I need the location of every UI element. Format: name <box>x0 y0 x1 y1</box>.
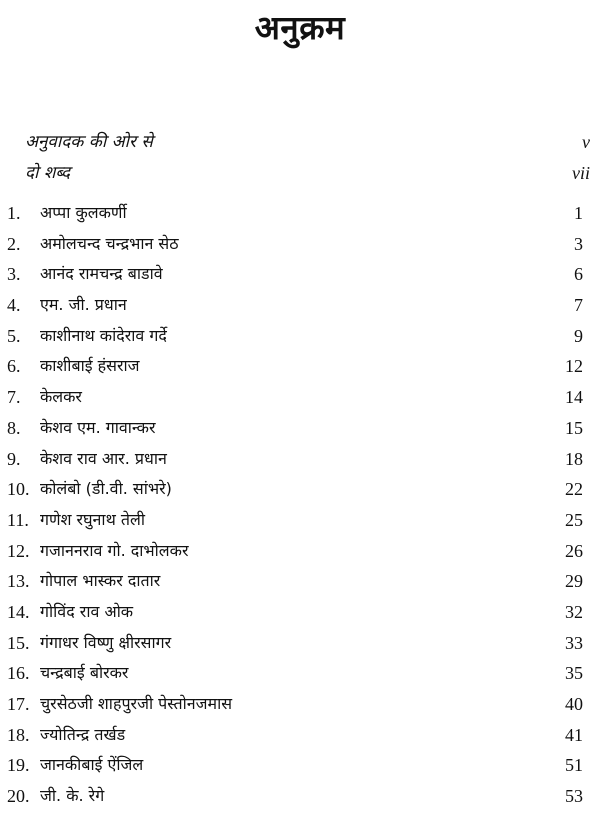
toc-entry-page: 41 <box>565 724 583 745</box>
toc-entry-page: 14 <box>565 387 583 408</box>
toc-entry-page: 12 <box>565 356 583 377</box>
toc-entry-page: 26 <box>565 540 583 561</box>
toc-entry-title: गोविंद राव ओक <box>40 601 134 621</box>
toc-entry-title: चन्द्रबाई बोरकर <box>40 663 129 683</box>
toc-entry-page: 29 <box>565 571 583 592</box>
toc-entry-title: गजाननराव गो. दाभोलकर <box>40 540 189 560</box>
toc-entry <box>7 413 583 444</box>
toc-entry-page: 33 <box>565 632 583 653</box>
toc-entry-number: 13. <box>7 571 30 592</box>
toc-entry-title: कोलंबो (डी.वी. सांभरे) <box>40 479 172 499</box>
toc-entry-title: केलकर <box>40 387 82 407</box>
toc-entry-title: गोपाल भास्कर दातार <box>40 571 161 591</box>
toc-entry <box>7 474 583 505</box>
toc-entry-page: 9 <box>574 325 583 346</box>
toc-entry <box>7 444 583 475</box>
toc-entry-title: अप्पा कुलकर्णी <box>40 203 127 222</box>
front-matter-label: दो शब्द <box>25 163 71 183</box>
toc-entry <box>7 382 583 413</box>
toc-entry-page: 51 <box>565 755 583 776</box>
toc-entry <box>7 351 583 382</box>
front-matter-page: v <box>582 132 590 152</box>
toc-entry <box>7 536 583 567</box>
toc-entry <box>7 566 583 597</box>
toc-entry-number: 11. <box>7 509 29 530</box>
toc-entry <box>7 505 583 536</box>
toc-entry-page: 40 <box>565 694 583 714</box>
toc-entry-title: केशव राव आर. प्रधान <box>40 448 167 468</box>
toc-entry-title: ज्योतिन्द्र तर्खड <box>40 724 126 744</box>
toc-entry-number: 2. <box>7 233 21 254</box>
toc-entry-title: अमोलचन्द चन्द्रभान सेठ <box>40 233 179 253</box>
toc-entry-page: 18 <box>565 448 583 469</box>
toc-entry-page: 15 <box>565 417 583 438</box>
toc-entry-title: आनंद रामचन्द्र बाडावे <box>40 264 163 284</box>
toc-entry <box>7 597 583 628</box>
toc-entry-title: काशीनाथ कांदेराव गर्दे <box>40 325 167 345</box>
toc-entry-number: 14. <box>7 601 30 622</box>
toc-entry-title: गंगाधर विष्णु क्षीरसागर <box>40 632 172 652</box>
toc-entry-number: 17. <box>7 694 30 714</box>
toc-entry-title: जानकीबाई ऐंजिल <box>40 755 144 775</box>
toc-entry <box>7 658 583 689</box>
toc-entry-title: काशीबाई हंसराज <box>40 356 140 376</box>
page-title: अनुक्रम <box>254 8 346 47</box>
toc-entry-title: केशव एम. गावान्कर <box>40 417 156 437</box>
toc-entry <box>7 321 583 352</box>
toc-entry-number: 10. <box>7 479 30 500</box>
toc-entry-title: जी. के. रेगे <box>40 786 105 806</box>
toc-list <box>7 198 583 812</box>
toc-entry <box>7 720 583 751</box>
toc-entry-number: 8. <box>7 417 21 438</box>
toc-entry-number: 16. <box>7 663 30 684</box>
toc-entry-page: 35 <box>565 663 583 684</box>
front-matter-page: vii <box>572 163 590 183</box>
toc-entry <box>7 689 583 720</box>
toc-entry <box>7 229 583 260</box>
front-matter-item <box>25 158 590 189</box>
toc-entry-title: गणेश रघुनाथ तेली <box>40 509 145 529</box>
toc-entry-page: 3 <box>574 233 583 254</box>
toc-entry-number: 5. <box>7 325 21 346</box>
front-matter-label: अनुवादक की ओर से <box>25 132 153 152</box>
toc-entry-number: 18. <box>7 724 30 745</box>
toc-entry-page: 53 <box>565 786 583 807</box>
toc-entry <box>7 750 583 781</box>
toc-entry-number: 6. <box>7 356 21 377</box>
toc-entry-number: 15. <box>7 632 30 653</box>
toc-entry-number: 9. <box>7 448 21 469</box>
toc-entry-page: 6 <box>574 264 583 285</box>
toc-entry-number: 20. <box>7 786 30 807</box>
toc-entry-number: 3. <box>7 264 21 285</box>
toc-entry <box>7 259 583 290</box>
toc-entry <box>7 781 583 812</box>
toc-entry-number: 4. <box>7 295 21 316</box>
toc-entry-number: 7. <box>7 387 21 408</box>
toc-entry-page: 1 <box>574 203 583 223</box>
toc-entry-page: 25 <box>565 509 583 530</box>
toc-entry-title: चुरसेठजी शाहपुरजी पेस्तोनजमास <box>40 694 233 713</box>
toc-entry-number: 12. <box>7 540 30 561</box>
toc-entry-number: 19. <box>7 755 30 776</box>
toc-entry <box>7 198 583 229</box>
toc-entry-number: 1. <box>7 203 21 223</box>
toc-entry <box>7 628 583 659</box>
front-matter-list <box>25 127 590 189</box>
toc-entry-page: 22 <box>565 479 583 500</box>
toc-entry-page: 32 <box>565 601 583 622</box>
toc-entry-page: 7 <box>574 295 583 316</box>
toc-entry <box>7 290 583 321</box>
front-matter-item <box>25 127 590 158</box>
toc-entry-title: एम. जी. प्रधान <box>40 295 127 315</box>
